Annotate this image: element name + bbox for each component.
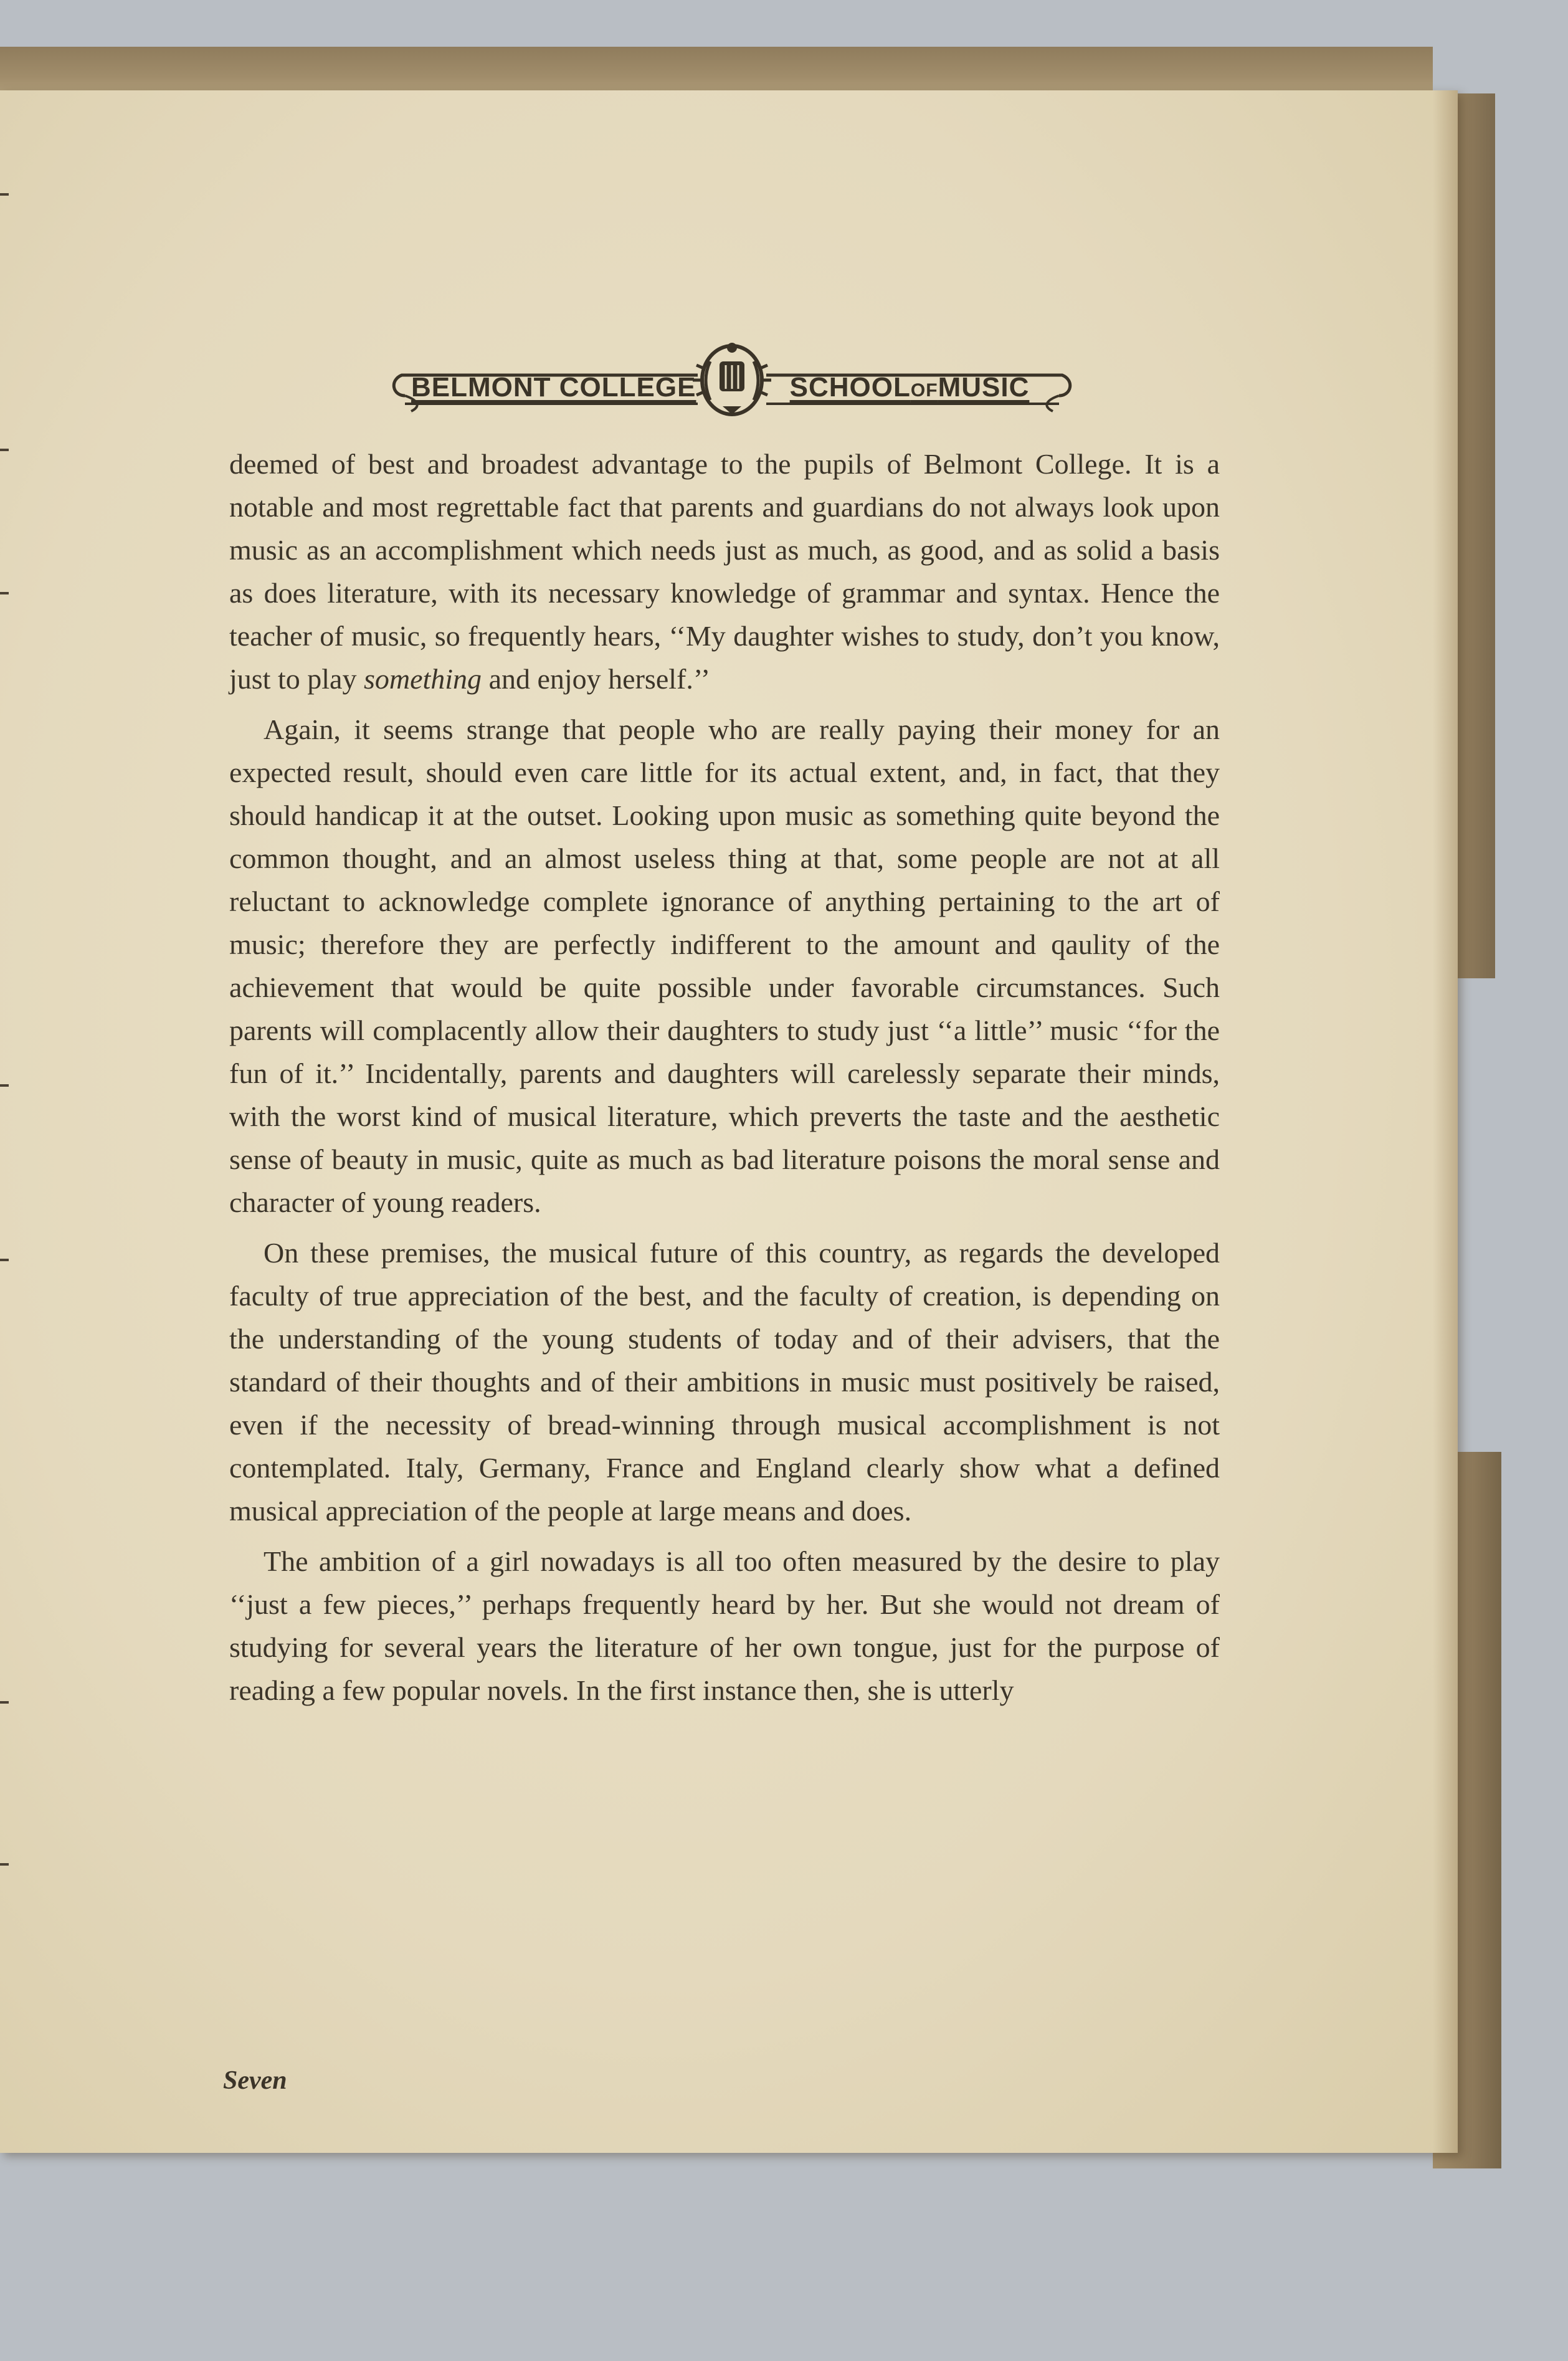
- header-school-word: SCHOOL: [789, 372, 911, 403]
- wreath-lyre-emblem-icon: [693, 343, 771, 414]
- paragraph-1-emphasis: something: [363, 663, 482, 695]
- letterhead-banner: [386, 336, 1078, 424]
- binding-mark: [0, 1259, 9, 1261]
- header-right-label: [766, 369, 1053, 406]
- binding-mark: [0, 1701, 9, 1704]
- header-music-word: MUSIC: [938, 372, 1030, 403]
- paragraph-4: The ambition of a girl nowadays is all too often measured by the desire to play ‘‘just a few pieces,’’ perhaps frequently heard by her. But she would not dream of studying for several years the literature of her own tongue, just for the purpose of reading a few popular novels. In the first instance then, she is utterly: [229, 1545, 1220, 1706]
- header-left-label: BELMONT COLLEGE: [411, 372, 696, 403]
- binding-mark: [0, 1084, 9, 1087]
- binding-mark: [0, 592, 9, 594]
- paragraph-1: [229, 442, 1220, 700]
- page-number: Seven: [223, 2066, 287, 2095]
- paragraph-1-text-b: and enjoy herself.’’: [482, 663, 711, 695]
- binding-mark: [0, 1863, 9, 1866]
- page-edge-shadow: [1433, 90, 1458, 2153]
- paragraph-2: Again, it seems strange that people who are really paying their money for an expected result, should even care little for its actual extent, and, in fact, that they should handicap it at the outset. Looking upon music as something quite beyond the common thought, and an almost useless thing at that, some people are not at all reluctant to acknowledge complete ignorance of anything pertaining to the art of music; therefore they are perfectly indifferent to the amount and qaulity of the achievement that would be quite possible under favorable circumstances. Such parents will complacently allow their daughters to study just ‘‘a little’’ music ‘‘for the fun of it.’’ Incidentally, parents and daughters will carelessly separate their minds, with the worst kind of musical literature, which preverts the taste and the aesthetic sense of beauty in music, quite as much as bad literature poisons the moral sense and character of young readers.: [229, 713, 1220, 1218]
- binding-mark: [0, 193, 9, 196]
- header-of-word: OF: [910, 380, 938, 401]
- paragraph-1-text-a: deemed of best and broadest advantage to the pupils of Belmont College. It is a notable and most regrettable fact that parents and guardians do not always look upon music as an accomplishment which needs just as much, as good, and as solid a basis as does literature, with its necessary knowledge of grammar and syntax. Hence the teacher of music, so frequently hears, ‘‘My daughter wishes to study, don’t you know, just to play: [229, 448, 1220, 695]
- body-text: [229, 442, 1220, 1712]
- paragraph-3: On these premises, the musical future of this country, as regards the developed faculty of true appreciation of the best, and the faculty of creation, is depending on the understanding of the young students of today and of their advisers, that the standard of their thoughts and of their ambitions in music must positively be raised, even if the necessity of bread-winning through musical accomplishment is not contemplated. Italy, Germany, France and England clearly show what a defined musical appreciation of the people at large means and does.: [229, 1237, 1220, 1527]
- binding-mark: [0, 449, 9, 451]
